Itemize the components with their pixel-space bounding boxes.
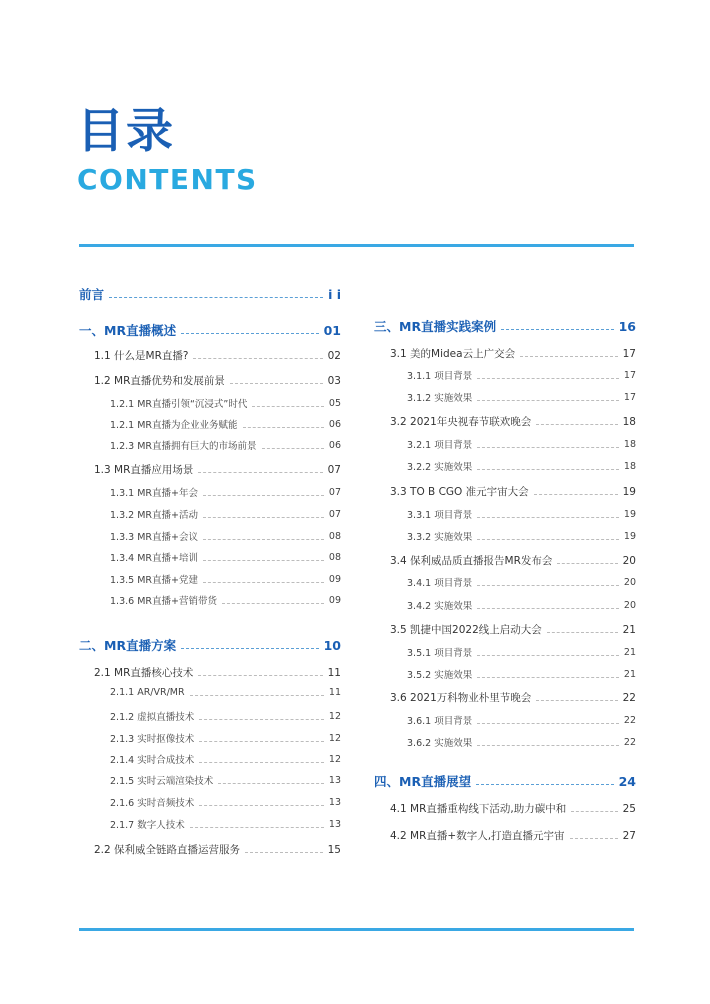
toc-entry[interactable] <box>374 553 636 568</box>
title-en: CONTENTS <box>77 163 258 196</box>
toc-page: 07 <box>328 508 341 520</box>
leader-dots <box>477 378 619 379</box>
toc-subentry[interactable] <box>374 735 636 749</box>
toc-entry[interactable] <box>79 665 341 680</box>
toc-label: 3.5 凯捷中国2022线上启动大会 <box>390 624 542 636</box>
toc-subentry[interactable] <box>79 485 341 499</box>
toc-label: 2.2 保利威全链路直播运营服务 <box>94 844 241 856</box>
leader-dots <box>477 745 619 746</box>
toc-label: 1.3.3 MR直播+会议 <box>110 532 198 543</box>
toc-label: 3.1 美的Midea云上广交会 <box>390 348 516 360</box>
toc-label: 一、MR直播概述 <box>79 323 177 338</box>
toc-entry[interactable] <box>374 801 636 816</box>
leader-dots <box>203 582 324 583</box>
toc-page: 19 <box>622 485 636 498</box>
toc-label: 1.3.4 MR直播+培训 <box>110 553 198 564</box>
toc-page: 03 <box>327 374 341 387</box>
toc-label: 2.1.6 实时音频技术 <box>110 798 195 809</box>
toc-label: 3.3.2 实施效果 <box>407 532 473 543</box>
toc-page: 13 <box>328 796 341 808</box>
toc-label: 前言 <box>79 287 105 302</box>
toc-subentry[interactable] <box>79 687 341 698</box>
toc-page: 20 <box>622 554 636 567</box>
toc-page: 19 <box>623 530 636 542</box>
toc-subentry[interactable] <box>79 417 341 431</box>
toc-page: 17 <box>623 369 636 381</box>
leader-dots <box>501 329 614 330</box>
toc-entry[interactable] <box>79 462 341 477</box>
leader-dots <box>252 406 324 407</box>
toc-page: 21 <box>622 623 636 636</box>
toc-label: 1.3.2 MR直播+活动 <box>110 510 198 521</box>
leader-dots <box>477 585 619 586</box>
leader-dots <box>477 469 619 470</box>
leader-dots <box>198 472 322 473</box>
toc-subentry[interactable] <box>374 575 636 589</box>
leader-dots <box>193 358 322 359</box>
toc-subentry[interactable] <box>79 731 341 745</box>
leader-dots <box>203 495 324 496</box>
toc-subentry[interactable] <box>374 713 636 727</box>
toc-entry[interactable] <box>374 484 636 499</box>
leader-dots <box>262 448 324 449</box>
toc-label: 3.3.1 项目背景 <box>407 510 473 521</box>
toc-label: 4.2 MR直播+数字人,打造直播元宇宙 <box>390 830 565 842</box>
toc-entry[interactable] <box>374 622 636 637</box>
toc-subentry[interactable] <box>374 667 636 681</box>
toc-label: 3.4.2 实施效果 <box>407 601 473 612</box>
toc-page: 20 <box>623 599 636 611</box>
toc-subentry[interactable] <box>79 752 341 766</box>
toc-entry-preface[interactable] <box>79 285 341 303</box>
leader-dots <box>203 560 324 561</box>
toc-label: 2.1.2 虚拟直播技术 <box>110 712 195 723</box>
toc-page: 18 <box>623 460 636 472</box>
toc-page: 22 <box>623 714 636 726</box>
toc-subentry[interactable] <box>374 645 636 659</box>
toc-label: 四、MR直播展望 <box>374 774 472 789</box>
toc-label: 2.1.1 AR/VR/MR <box>110 687 185 698</box>
toc-subentry[interactable] <box>374 598 636 612</box>
leader-dots <box>245 852 323 853</box>
toc-subentry[interactable] <box>374 459 636 473</box>
toc-label: 3.2.1 项目背景 <box>407 440 473 451</box>
toc-label: 1.3.6 MR直播+营销带货 <box>110 596 217 607</box>
toc-label: 3.4 保利威品质直播报告MR发布会 <box>390 555 553 567</box>
toc-page: 17 <box>622 347 636 360</box>
toc-page: 10 <box>323 637 341 653</box>
toc-chapter-1[interactable] <box>79 321 341 339</box>
leader-dots <box>199 741 324 742</box>
toc-label: 2.1.5 实时云端渲染技术 <box>110 776 214 787</box>
toc-chapter-3[interactable] <box>374 317 636 335</box>
toc-label: 1.3 MR直播应用场景 <box>94 464 194 476</box>
toc-subentry[interactable] <box>374 390 636 404</box>
toc-label: 1.1 什么是MR直播? <box>94 350 189 362</box>
leader-dots <box>109 297 323 298</box>
toc-page: 05 <box>328 397 341 409</box>
leader-dots <box>547 632 618 633</box>
toc-label: 3.3 TO B CGO 准元宇宙大会 <box>390 486 529 498</box>
toc-label: 3.4.1 项目背景 <box>407 578 473 589</box>
toc-label: 3.2 2021年央视春节联欢晚会 <box>390 416 532 428</box>
leader-dots <box>198 675 322 676</box>
toc-page: i i <box>328 286 341 302</box>
toc-subentry[interactable] <box>79 593 341 607</box>
toc-label: 3.6.1 项目背景 <box>407 716 473 727</box>
toc-subentry[interactable] <box>79 817 341 831</box>
toc-label: 1.2 MR直播优势和发展前景 <box>94 375 225 387</box>
toc-entry[interactable] <box>79 373 341 388</box>
leader-dots <box>477 723 619 724</box>
leader-dots <box>190 695 324 696</box>
toc-label: 3.6 2021万科物业朴里节晚会 <box>390 692 532 704</box>
leader-dots <box>477 400 619 401</box>
toc-entry[interactable] <box>79 348 341 363</box>
toc-label: 3.6.2 实施效果 <box>407 738 473 749</box>
toc-label: 1.2.1 MR直播为企业业务赋能 <box>110 420 238 431</box>
toc-subentry[interactable] <box>374 529 636 543</box>
leader-dots <box>203 539 324 540</box>
leader-dots <box>477 539 619 540</box>
toc-label: 1.2.1 MR直播引领“沉浸式”时代 <box>110 399 248 410</box>
leader-dots <box>203 517 324 518</box>
leader-dots <box>218 783 324 784</box>
toc-page: 22 <box>623 736 636 748</box>
toc-page: 27 <box>622 829 636 842</box>
toc-label: 3.1.2 实施效果 <box>407 393 473 404</box>
toc-page: 11 <box>328 687 341 698</box>
toc-page: 21 <box>623 646 636 658</box>
toc-page: 09 <box>328 594 341 606</box>
toc-page: 12 <box>328 753 341 765</box>
leader-dots <box>181 648 319 649</box>
leader-dots <box>536 700 617 701</box>
leader-dots <box>190 827 324 828</box>
toc-label: 三、MR直播实践案例 <box>374 319 497 334</box>
leader-dots <box>571 811 617 812</box>
toc-page: 24 <box>618 773 636 789</box>
toc-entry[interactable] <box>374 346 636 361</box>
toc-label: 1.3.1 MR直播+年会 <box>110 488 198 499</box>
toc-subentry[interactable] <box>374 368 636 382</box>
toc-label: 2.1.4 实时合成技术 <box>110 755 195 766</box>
leader-dots <box>534 494 618 495</box>
toc-subentry[interactable] <box>79 795 341 809</box>
toc-entry[interactable] <box>79 842 341 857</box>
toc-label: 2.1.7 数字人技术 <box>110 820 185 831</box>
leader-dots <box>243 427 324 428</box>
toc-label: 2.1.3 实时抠像技术 <box>110 734 195 745</box>
leader-dots <box>477 447 619 448</box>
leader-dots <box>477 517 619 518</box>
toc-page: 20 <box>623 576 636 588</box>
toc-page: 11 <box>327 666 341 679</box>
toc-page: 25 <box>622 802 636 815</box>
toc-page: 15 <box>327 843 341 856</box>
toc-page: 06 <box>328 439 341 451</box>
leader-dots <box>477 655 619 656</box>
toc-page: 07 <box>328 486 341 498</box>
toc-subentry[interactable] <box>79 572 341 586</box>
toc-label: 1.2.3 MR直播拥有巨大的市场前景 <box>110 441 257 452</box>
top-divider <box>79 244 634 247</box>
toc-entry[interactable] <box>374 414 636 429</box>
toc-entry[interactable] <box>374 690 636 705</box>
leader-dots <box>536 424 617 425</box>
toc-page: 21 <box>623 668 636 680</box>
toc-page: 13 <box>328 774 341 786</box>
leader-dots <box>199 805 324 806</box>
toc-subentry[interactable] <box>79 396 341 410</box>
toc-page: 01 <box>323 322 341 338</box>
toc-label: 1.3.5 MR直播+党建 <box>110 575 198 586</box>
leader-dots <box>181 333 319 334</box>
toc-page: 08 <box>328 551 341 563</box>
leader-dots <box>520 356 618 357</box>
toc-chapter-4[interactable] <box>374 772 636 790</box>
toc-subentry[interactable] <box>79 438 341 452</box>
toc-page: 12 <box>328 710 341 722</box>
toc-page: 06 <box>328 418 341 430</box>
toc-chapter-2[interactable] <box>79 636 341 654</box>
toc-subentry[interactable] <box>79 507 341 521</box>
toc-label: 2.1 MR直播核心技术 <box>94 667 194 679</box>
toc-label: 3.5.1 项目背景 <box>407 648 473 659</box>
toc-label: 3.2.2 实施效果 <box>407 462 473 473</box>
toc-page: 17 <box>623 391 636 403</box>
toc-page: 18 <box>623 438 636 450</box>
title-cn: 目录 <box>77 104 175 159</box>
toc-subentry[interactable] <box>79 529 341 543</box>
leader-dots <box>199 719 324 720</box>
leader-dots <box>477 608 619 609</box>
toc-entry[interactable] <box>374 828 636 843</box>
toc-page: 13 <box>328 818 341 830</box>
leader-dots <box>230 383 323 384</box>
toc-label: 3.5.2 实施效果 <box>407 670 473 681</box>
toc-page: 08 <box>328 530 341 542</box>
toc-page: 18 <box>622 415 636 428</box>
toc-page: 19 <box>623 508 636 520</box>
toc-label: 二、MR直播方案 <box>79 638 177 653</box>
leader-dots <box>199 762 324 763</box>
toc-subentry[interactable] <box>79 709 341 723</box>
leader-dots <box>570 838 618 839</box>
leader-dots <box>557 563 617 564</box>
bottom-divider <box>79 928 634 931</box>
toc-page: 07 <box>327 463 341 476</box>
toc-subentry[interactable] <box>79 773 341 787</box>
toc-page: 02 <box>327 349 341 362</box>
leader-dots <box>222 603 324 604</box>
leader-dots <box>476 784 614 785</box>
toc-subentry[interactable] <box>79 550 341 564</box>
leader-dots <box>477 677 619 678</box>
toc-label: 3.1.1 项目背景 <box>407 371 473 382</box>
toc-page: 16 <box>618 318 636 334</box>
toc-page: 22 <box>622 691 636 704</box>
toc-label: 4.1 MR直播重构线下活动,助力碳中和 <box>390 803 567 815</box>
toc-subentry[interactable] <box>374 437 636 451</box>
toc-subentry[interactable] <box>374 507 636 521</box>
toc-page: 09 <box>328 573 341 585</box>
toc-page: 12 <box>328 732 341 744</box>
